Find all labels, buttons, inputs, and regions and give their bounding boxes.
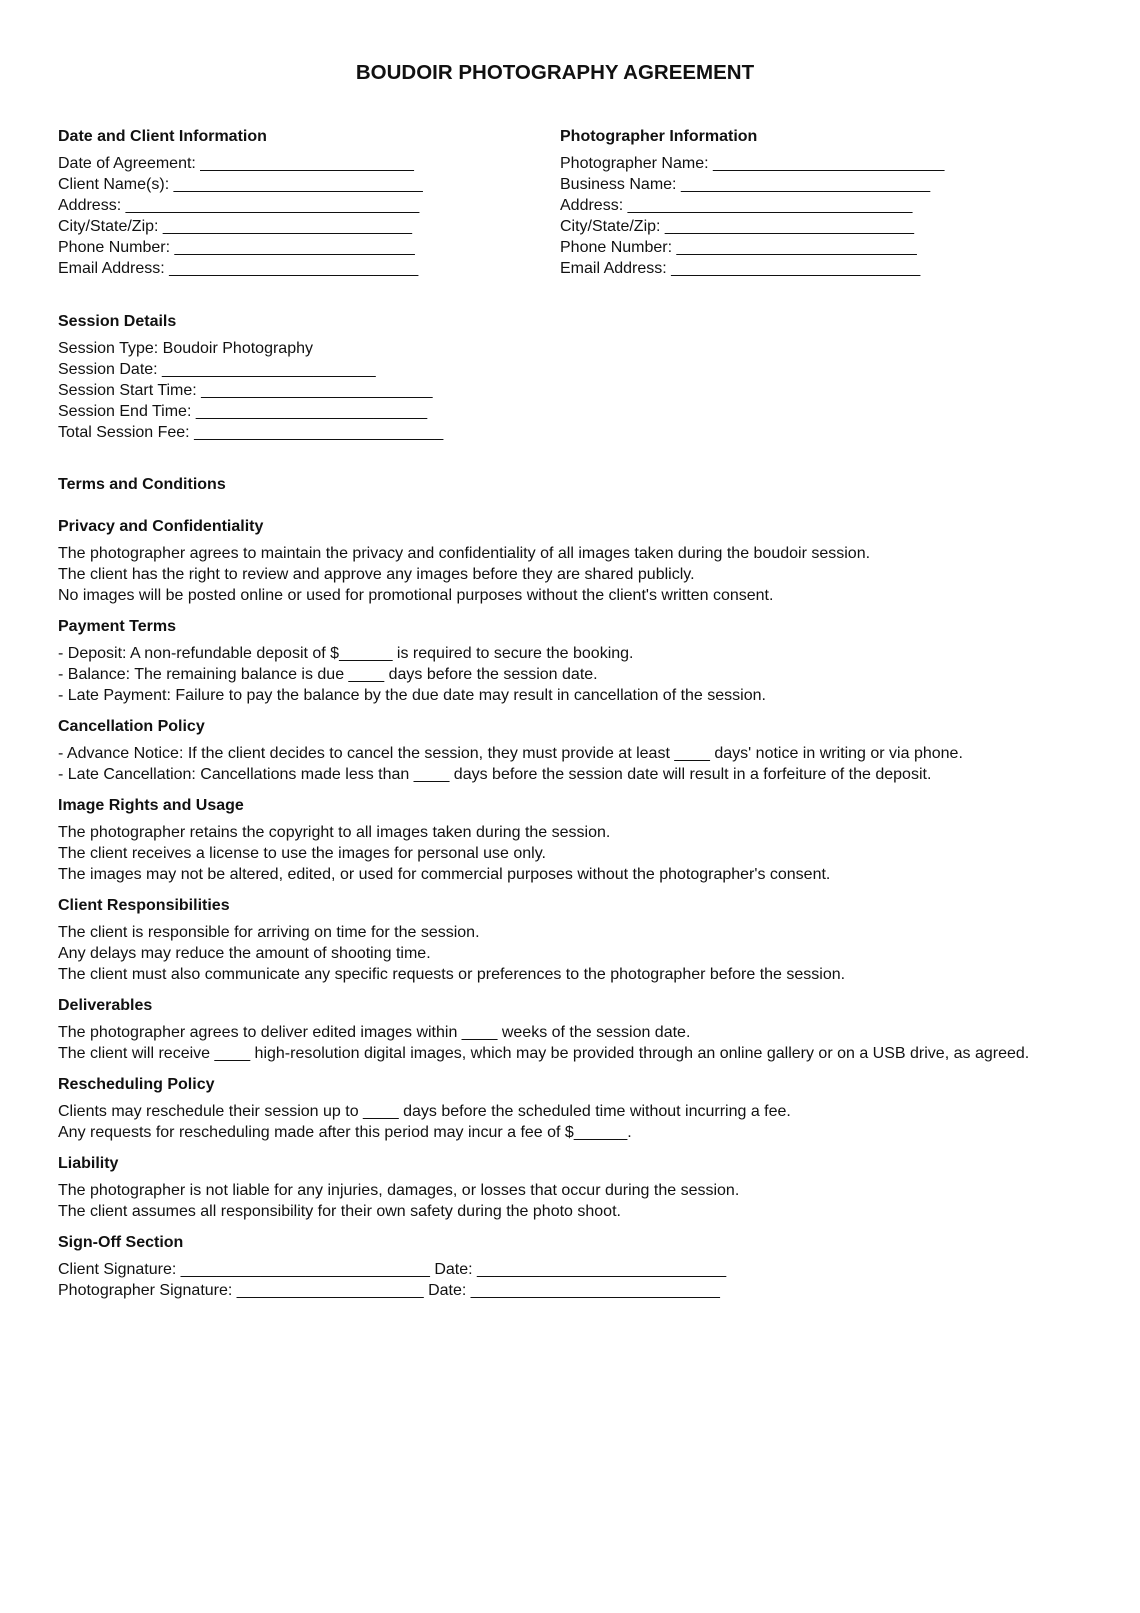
session-field-line: Session Date: ________________________ bbox=[58, 361, 376, 378]
client-field-line: Address: _________________________________ bbox=[58, 197, 420, 214]
section-heading: Privacy and Confidentiality bbox=[58, 518, 264, 535]
cancellation-policysection bbox=[58, 716, 1128, 785]
clause-line: The photographer retains the copyright to all images taken during the session. bbox=[58, 824, 611, 841]
clause-line: - Late Cancellation: Cancellations made less than ____ days before the session date will result in a forfeiture of the deposit. bbox=[58, 766, 932, 783]
clause-line: The photographer is not liable for any injuries, damages, or losses that occur during the session. bbox=[58, 1182, 740, 1199]
payment-termssection bbox=[58, 616, 1128, 706]
section-heading: Image Rights and Usage bbox=[58, 797, 244, 814]
photographer-field-line: Business Name: ____________________________ bbox=[560, 176, 931, 193]
session-details-heading: Session Details bbox=[58, 313, 177, 330]
clause-line: The client has the right to review and approve any images before they are shared publicly. bbox=[58, 566, 695, 583]
client-responsibilitiessection bbox=[58, 895, 1128, 985]
sign-off-sectionsection bbox=[58, 1232, 1128, 1301]
section-heading: Client Responsibilities bbox=[58, 897, 230, 914]
document-title: BOUDOIR PHOTOGRAPHY AGREEMENT bbox=[355, 61, 755, 84]
client-field-line: Date of Agreement: ________________________ bbox=[58, 155, 414, 172]
liabilitysection bbox=[58, 1153, 1128, 1222]
photographer-field-line: Address: ________________________________ bbox=[560, 197, 913, 214]
clause-line: Photographer Signature: _____________________ Date: ____________________________ bbox=[58, 1282, 720, 1299]
clause-line: - Deposit: A non-refundable deposit of $______ is required to secure the booking. bbox=[58, 645, 634, 662]
image-rights-and-usagesection bbox=[58, 795, 1128, 885]
photographer-field-line: Photographer Name: __________________________ bbox=[560, 155, 945, 172]
clause-line: - Advance Notice: If the client decides to cancel the session, they must provide at least ____ days' notice in writing or via phone. bbox=[58, 745, 963, 762]
clause-line: The client must also communicate any specific requests or preferences to the photographer before the session. bbox=[58, 966, 846, 983]
clause-line: The photographer agrees to maintain the privacy and confidentiality of all images taken during the boudoir session. bbox=[58, 545, 871, 562]
rescheduling-policysection bbox=[58, 1074, 1128, 1143]
clause-line: Any requests for rescheduling made after this period may incur a fee of $______. bbox=[58, 1124, 632, 1141]
client-field-line: Email Address: ____________________________ bbox=[58, 260, 419, 277]
section-heading: Payment Terms bbox=[58, 618, 176, 635]
clause-line: The client is responsible for arriving on time for the session. bbox=[58, 924, 480, 941]
agreement-body bbox=[58, 311, 1128, 1301]
session-field-line: Session Type: Boudoir Photography bbox=[58, 340, 313, 357]
session-field-line: Total Session Fee: ____________________________ bbox=[58, 424, 444, 441]
section-heading: Deliverables bbox=[58, 997, 153, 1014]
clause-line: The client receives a license to use the images for personal use only. bbox=[58, 845, 546, 862]
deliverablessection bbox=[58, 995, 1128, 1064]
session-details-section bbox=[58, 311, 1128, 443]
client-field-line: City/State/Zip: ____________________________ bbox=[58, 218, 413, 235]
terms-heading: Terms and Conditions bbox=[58, 476, 226, 493]
section-heading: Liability bbox=[58, 1155, 119, 1172]
photographer-field-line: City/State/Zip: ____________________________ bbox=[560, 218, 915, 235]
photographer-field-line: Phone Number: ___________________________ bbox=[560, 239, 917, 256]
privacy-and-confidentialitysection bbox=[58, 516, 1128, 606]
clause-line: - Balance: The remaining balance is due ____ days before the session date. bbox=[58, 666, 598, 683]
clause-line: Client Signature: ____________________________ Date: ____________________________ bbox=[58, 1261, 727, 1278]
section-heading: Cancellation Policy bbox=[58, 718, 205, 735]
client-field-line: Client Name(s): ____________________________ bbox=[58, 176, 423, 193]
client-info-heading: Date and Client Information bbox=[58, 128, 267, 145]
section-heading: Sign-Off Section bbox=[58, 1234, 184, 1251]
photographer-info-heading: Photographer Information bbox=[560, 128, 758, 145]
clause-line: The photographer agrees to deliver edited images within ____ weeks of the session date. bbox=[58, 1024, 691, 1041]
section-heading: Rescheduling Policy bbox=[58, 1076, 215, 1093]
clause-line: Any delays may reduce the amount of shooting time. bbox=[58, 945, 431, 962]
client-info-section bbox=[58, 126, 423, 279]
clause-line: - Late Payment: Failure to pay the balance by the due date may result in cancellation of the session. bbox=[58, 687, 766, 704]
client-field-line: Phone Number: ___________________________ bbox=[58, 239, 415, 256]
clause-line: No images will be posted online or used for promotional purposes without the client's written consent. bbox=[58, 587, 774, 604]
clause-line: Clients may reschedule their session up to ____ days before the scheduled time without incurring a fee. bbox=[58, 1103, 791, 1120]
session-field-line: Session Start Time: __________________________ bbox=[58, 382, 433, 399]
clause-line: The client assumes all responsibility for their own safety during the photo shoot. bbox=[58, 1203, 621, 1220]
photographer-field-line: Email Address: ____________________________ bbox=[560, 260, 921, 277]
photographer-info-section bbox=[560, 126, 944, 279]
clause-line: The images may not be altered, edited, or used for commercial purposes without the photographer's consent. bbox=[58, 866, 831, 883]
session-field-line: Session End Time: __________________________ bbox=[58, 403, 428, 420]
clause-line: The client will receive ____ high-resolution digital images, which may be provided through an online gallery or on a USB drive, as agreed. bbox=[58, 1045, 1030, 1062]
